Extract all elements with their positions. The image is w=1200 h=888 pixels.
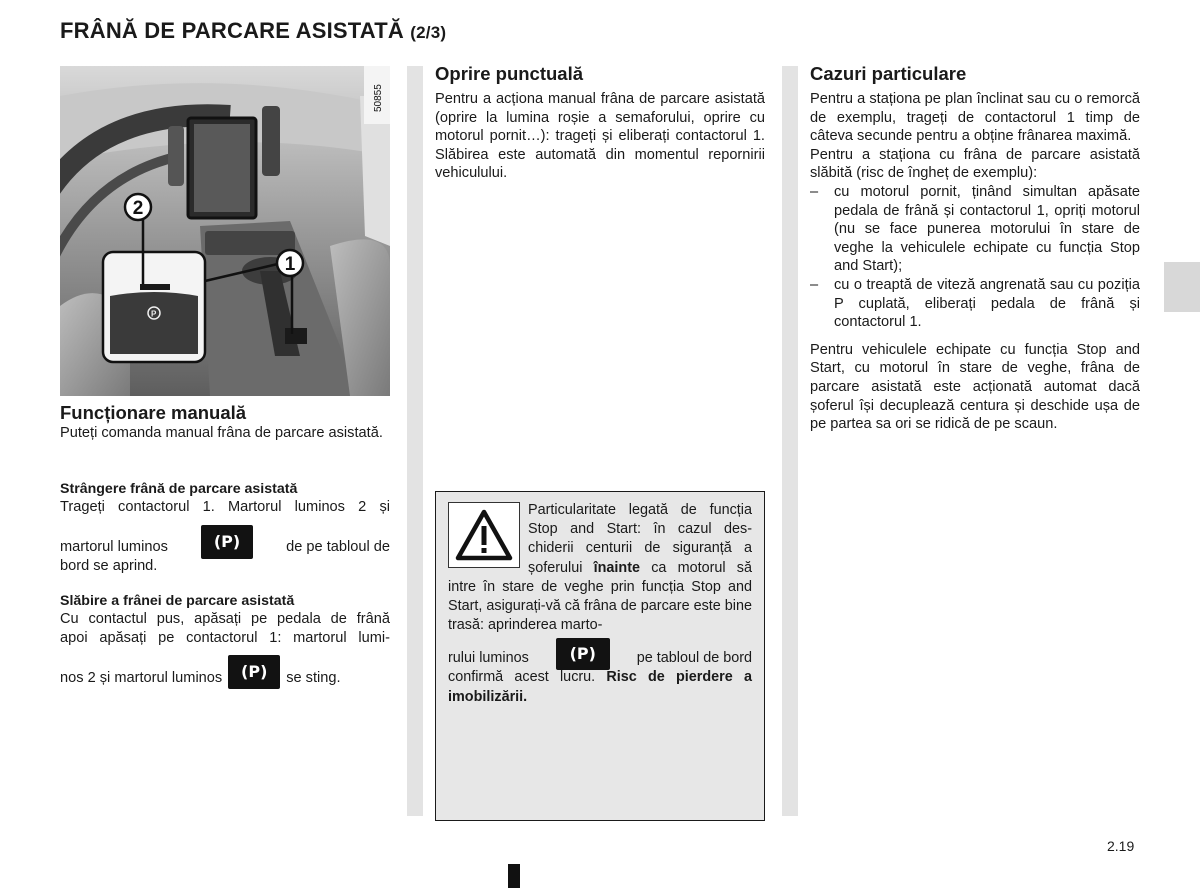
manual-operation-section [60, 402, 390, 443]
warning-line3: chiderii centurii de siguranță a [528, 540, 752, 557]
temporary-stop-body: Pentru a acționa manual frâna de parcare asistată (oprire la lumina roșie a semaforului, oprire cu motorul pornit…): trageți și eliberați contactorul 1. Slăbirea este automată din momentul repornirii vehiculului. [435, 91, 765, 182]
warning-line2: Stop and Start: în cazul des- [528, 521, 752, 538]
callout-2-label: 2 [132, 198, 144, 219]
special-cases-p3: Pentru vehiculele echipate cu funcția Stop and Start, cu motorul în stare de veghe, frâna de parcare asistată este acționată automat dacă șoferul își decuplează centura și deschide ușa de pe partea sa ori se ridică de pe scaun. [810, 341, 1140, 433]
page-number: 2.19 [1107, 838, 1135, 854]
release-brake-line2: apoi apăsați pe contactorul 1: martorul lumi- [60, 629, 390, 646]
warning-line4-bold: înainte [593, 559, 640, 576]
release-brake-line3 [60, 655, 390, 687]
apply-brake-section [60, 480, 390, 575]
special-cases-item-text: cu motorul pornit, ținând simultan apăsate pedala de frână și contactorul 1, opriți motorul (nu se face punerea motorului în stare de veghe la vehiculele echipate cu funcția Stop and Start); [834, 183, 1140, 275]
warning-line4-post: ca motorul să [640, 559, 752, 576]
warning-line1: Particularitate legată de funcția [528, 502, 752, 518]
temporary-stop-section [435, 63, 765, 183]
release-brake-line3-pre: nos 2 și martorul luminos [60, 669, 223, 686]
special-cases-heading: Cazuri particulare [810, 63, 967, 84]
special-cases-p1: Pentru a staționa pe plan înclinat sau cu o remorcă de exemplu, trageți de contactorul 1 timp de câteva secunde pentru a obține frânarea maximă. [810, 91, 1140, 145]
special-cases-p2: Pentru a staționa cu frâna de parcare asistată slăbită (risc de îngheț de exemplu): [810, 146, 1140, 182]
bottom-mark [508, 864, 520, 888]
dashboard-photo [60, 66, 390, 396]
warning-triangle-icon [448, 502, 520, 568]
parking-brake-warning-light-icon: (P) [228, 655, 280, 689]
apply-brake-line2-post: de pe tabloul de [286, 539, 390, 555]
manual-operation-heading: Funcționare manuală [60, 402, 247, 423]
list-dash: – [810, 276, 819, 293]
special-cases-section [810, 63, 1140, 434]
warning-end-plain: confirmă acest lucru. [448, 669, 607, 686]
parking-brake-warning-light-icon: (P) [556, 638, 610, 670]
manual-operation-intro: Puteți comanda manual frâna de parcare asistată. [60, 425, 383, 441]
apply-brake-heading: Strângere frână de parcare asistată [60, 481, 298, 497]
warning-badge-line [448, 638, 752, 668]
warning-box [435, 491, 765, 821]
column-divider-left [407, 66, 423, 816]
temporary-stop-heading: Oprire punctuală [435, 63, 584, 84]
column-divider-right [782, 66, 798, 816]
special-cases-item [810, 183, 1140, 276]
parking-brake-warning-light-icon: (P) [201, 525, 253, 559]
callout-1-label: 1 [284, 254, 296, 275]
apply-brake-line1: Trageți contactorul 1. Martorul luminos 2 și [60, 499, 390, 515]
warning-end-bold: Risc de pierdere a imobilizării. [448, 669, 752, 705]
list-dash: – [810, 183, 819, 200]
warning-badge-pre: rului luminos [448, 650, 529, 667]
apply-brake-line2-pre: martorul luminos [60, 539, 168, 555]
warning-line4-pre: șoferului [528, 559, 594, 576]
svg-text:P: P [151, 309, 157, 319]
release-brake-heading: Slăbire a frânei de parcare asistată [60, 593, 295, 609]
warning-end [448, 668, 752, 706]
special-cases-item [810, 276, 1140, 332]
release-brake-line3-post: se sting. [286, 669, 341, 686]
title-page-of: (2/3) [410, 23, 447, 42]
page-title [60, 18, 446, 44]
title-text: FRÂNĂ DE PARCARE ASISTATĂ [60, 18, 404, 43]
release-brake-section [60, 592, 390, 687]
dashboard-illustration [60, 66, 390, 396]
apply-brake-line3: bord se aprind. [60, 557, 158, 574]
warning-badge-post: pe tabloul de bord [636, 650, 752, 667]
figure-ref-number: 50855 [373, 84, 384, 112]
section-tab-marker [1164, 262, 1200, 312]
warning-body: intre în stare de veghe prin funcția Stop and Start, asigurați-vă că frâna de parcare este bine trasă: aprinderea marto- [448, 578, 752, 634]
release-brake-line1: Cu contactul pus, apăsați pe pedala de frână [60, 611, 390, 627]
special-cases-item-text: cu o treaptă de viteză angrenată sau cu poziția P cuplată, eliberați pedala de frână și contactorul 1. [834, 276, 1140, 331]
warning-line4 [528, 559, 752, 578]
apply-brake-line2 [60, 525, 390, 557]
